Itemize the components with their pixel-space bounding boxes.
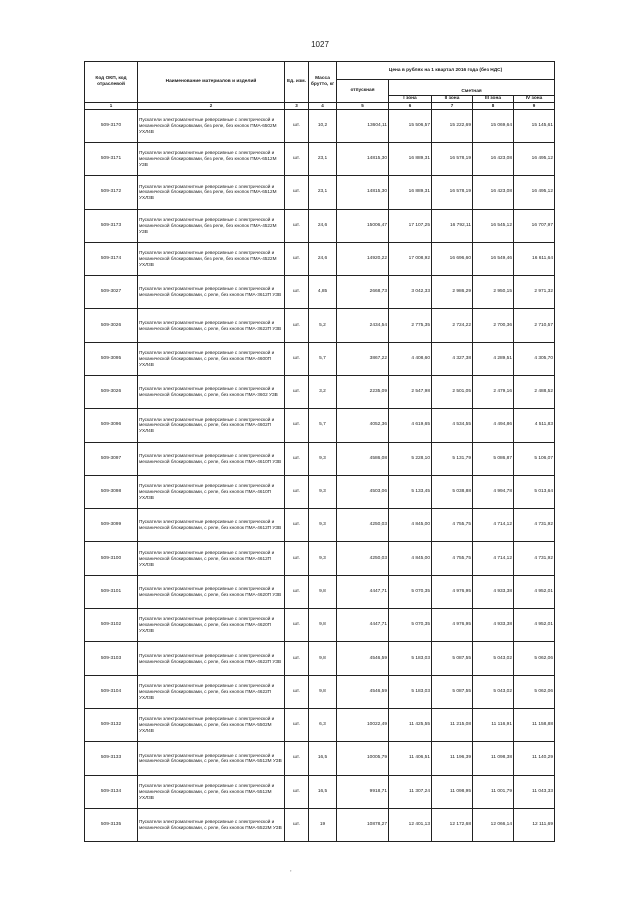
table-row [85, 609, 555, 642]
table-row [85, 142, 555, 175]
row-zone-3-price: 4 933,38 [473, 609, 514, 642]
row-zone-2-price: 16 696,60 [432, 242, 473, 275]
row-zone-4-price: 4 952,01 [514, 609, 555, 642]
row-zone-1-price: 4 845,00 [389, 509, 432, 542]
row-wholesale-price: 2434,54 [337, 309, 389, 342]
row-name: Пускатели электромагнитные реверсивные с электрической и механической блокировками, без реле, без кнопок ПМА-6512М УХЛ3В [138, 176, 285, 209]
row-unit: шт. [285, 209, 309, 242]
row-zone-1-price: 17 107,25 [389, 209, 432, 242]
row-code: 509-3099 [85, 509, 138, 542]
row-unit: шт. [285, 109, 309, 142]
row-zone-1-price: 3 042,33 [389, 276, 432, 309]
row-zone-2-price: 11 196,39 [432, 742, 473, 775]
row-mass: 10,2 [309, 109, 337, 142]
row-wholesale-price: 15006,47 [337, 209, 389, 242]
row-zone-4-price: 5 013,64 [514, 475, 555, 508]
row-zone-1-price: 11 425,55 [389, 708, 432, 741]
row-mass: 23,1 [309, 142, 337, 175]
row-zone-1-price: 11 406,51 [389, 742, 432, 775]
row-zone-2-price: 4 534,55 [432, 409, 473, 442]
column-number: 8 [473, 102, 514, 109]
row-mass: 5,7 [309, 342, 337, 375]
row-unit: шт. [285, 708, 309, 741]
table-row [85, 409, 555, 442]
row-zone-1-price: 11 307,24 [389, 775, 432, 808]
header-estimate: Сметная [389, 88, 555, 96]
row-wholesale-price: 3867,22 [337, 342, 389, 375]
row-name: Пускатели электромагнитные реверсивные с электрической и механической блокировками, с реле, без кнопок ПМА-4600П УХЛ4В [138, 342, 285, 375]
row-wholesale-price: 4447,71 [337, 609, 389, 642]
row-code: 509-3026 [85, 375, 138, 408]
row-unit: шт. [285, 808, 309, 841]
row-zone-1-price: 2 775,35 [389, 309, 432, 342]
row-zone-3-price: 15 069,64 [473, 109, 514, 142]
row-zone-4-price: 2 971,32 [514, 276, 555, 309]
row-wholesale-price: 4250,03 [337, 542, 389, 575]
row-code: 509-3026 [85, 309, 138, 342]
row-mass: 19 [309, 808, 337, 841]
row-zone-4-price: 4 731,92 [514, 542, 555, 575]
row-zone-1-price: 17 008,92 [389, 242, 432, 275]
row-unit: шт. [285, 276, 309, 309]
row-code: 509-3097 [85, 442, 138, 475]
table-row [85, 808, 555, 841]
scan-mark: , [290, 867, 292, 873]
row-zone-2-price: 11 098,95 [432, 775, 473, 808]
row-zone-2-price: 4 976,95 [432, 609, 473, 642]
row-wholesale-price: 4586,08 [337, 442, 389, 475]
row-code: 509-3096 [85, 409, 138, 442]
row-mass: 4,85 [309, 276, 337, 309]
table-row [85, 309, 555, 342]
table-row [85, 542, 555, 575]
row-zone-4-price: 2 488,52 [514, 375, 555, 408]
row-mass: 16,5 [309, 775, 337, 808]
row-name: Пускатели электромагнитные реверсивные с электрической и механической блокировками, с реле, без кнопок ПМА-4612П УЗВ [138, 509, 285, 542]
row-wholesale-price: 4052,36 [337, 409, 389, 442]
row-zone-2-price: 5 131,79 [432, 442, 473, 475]
row-code: 509-3104 [85, 675, 138, 708]
row-unit: шт. [285, 775, 309, 808]
row-zone-1-price: 5 228,10 [389, 442, 432, 475]
row-mass: 9,3 [309, 475, 337, 508]
row-wholesale-price: 4546,59 [337, 642, 389, 675]
table-row [85, 509, 555, 542]
table-row [85, 708, 555, 741]
row-zone-3-price: 16 545,12 [473, 209, 514, 242]
row-code: 509-3102 [85, 609, 138, 642]
row-zone-4-price: 5 106,07 [514, 442, 555, 475]
row-mass: 9,3 [309, 509, 337, 542]
row-code: 509-3172 [85, 176, 138, 209]
row-zone-2-price: 2 986,29 [432, 276, 473, 309]
column-number-row [85, 102, 555, 109]
row-mass: 5,7 [309, 409, 337, 442]
row-name: Пускатели электромагнитные реверсивные с электрической и механической блокировками, с реле, без кнопок ПМА-5502М УХЛ4В [138, 708, 285, 741]
row-name: Пускатели электромагнитные реверсивные с электрической и механической блокировками, с реле, без кнопок ПМА-4622П УЗВ [138, 642, 285, 675]
row-zone-2-price: 4 976,95 [432, 575, 473, 608]
row-name: Пускатели электромагнитные реверсивные с электрической и механической блокировками, без реле, без кнопок ПМА-6512М УЗВ [138, 142, 285, 175]
row-zone-4-price: 4 731,92 [514, 509, 555, 542]
header-zone-4: IV зона [514, 96, 555, 103]
row-zone-3-price: 4 494,86 [473, 409, 514, 442]
row-wholesale-price: 10005,79 [337, 742, 389, 775]
row-name: Пускатели электромагнитные реверсивные с электрической и механической блокировками, с реле, без кнопок ПМА-3622П УЗВ [138, 309, 285, 342]
row-zone-1-price: 4 408,60 [389, 342, 432, 375]
column-number: 9 [514, 102, 555, 109]
row-mass: 6,3 [309, 708, 337, 741]
row-zone-4-price: 15 145,61 [514, 109, 555, 142]
row-code: 509-3133 [85, 742, 138, 775]
row-code: 509-3170 [85, 109, 138, 142]
row-zone-3-price: 4 933,38 [473, 575, 514, 608]
row-zone-1-price: 5 133,45 [389, 475, 432, 508]
row-zone-3-price: 11 098,38 [473, 742, 514, 775]
column-number: 1 [85, 102, 138, 109]
row-unit: шт. [285, 242, 309, 275]
row-wholesale-price: 4546,59 [337, 675, 389, 708]
row-mass: 9,3 [309, 442, 337, 475]
row-zone-3-price: 11 001,79 [473, 775, 514, 808]
row-unit: шт. [285, 309, 309, 342]
row-zone-4-price: 4 952,01 [514, 575, 555, 608]
row-zone-2-price: 15 222,69 [432, 109, 473, 142]
row-zone-3-price: 4 289,51 [473, 342, 514, 375]
price-table [84, 61, 555, 842]
table-row [85, 475, 555, 508]
column-number: 2 [138, 102, 285, 109]
row-zone-4-price: 5 062,06 [514, 675, 555, 708]
row-name: Пускатели электромагнитные реверсивные с электрической и механической блокировками, с реле, без кнопок ПМА-3602 УЗВ [138, 375, 285, 408]
row-zone-4-price: 11 158,88 [514, 708, 555, 741]
row-code: 509-3098 [85, 475, 138, 508]
row-zone-1-price: 16 889,31 [389, 176, 432, 209]
row-zone-4-price: 16 707,97 [514, 209, 555, 242]
row-zone-4-price: 11 043,33 [514, 775, 555, 808]
row-unit: шт. [285, 475, 309, 508]
column-number: 5 [337, 102, 389, 109]
row-wholesale-price: 14815,30 [337, 142, 389, 175]
row-zone-3-price: 5 043,02 [473, 675, 514, 708]
row-zone-3-price: 16 423,08 [473, 176, 514, 209]
row-name: Пускатели электромагнитные реверсивные с электрической и механической блокировками, с реле, без кнопок ПМА-3612П УЗВ [138, 276, 285, 309]
row-name: Пускатели электромагнитные реверсивные с электрической и механической блокировками, с реле, без кнопок ПМА-4622П УХЛ3В [138, 675, 285, 708]
row-zone-3-price: 2 479,16 [473, 375, 514, 408]
row-name: Пускатели электромагнитные реверсивные с электрической и механической блокировками, с реле, без кнопок ПМА-5512М УЗВ [138, 742, 285, 775]
row-zone-2-price: 5 087,55 [432, 642, 473, 675]
row-unit: шт. [285, 409, 309, 442]
row-unit: шт. [285, 142, 309, 175]
row-unit: шт. [285, 442, 309, 475]
row-name: Пускатели электромагнитные реверсивные с электрической и механической блокировками, с реле, без кнопок ПМА-5522М УЗВ [138, 808, 285, 841]
header-code: Код ОКП, код отраслевой [85, 62, 138, 103]
row-wholesale-price: 14920,22 [337, 242, 389, 275]
row-mass: 9,8 [309, 642, 337, 675]
row-zone-1-price: 15 506,57 [389, 109, 432, 142]
row-mass: 24,6 [309, 242, 337, 275]
row-zone-2-price: 16 578,19 [432, 142, 473, 175]
row-mass: 9,3 [309, 542, 337, 575]
row-mass: 23,1 [309, 176, 337, 209]
row-name: Пускатели электромагнитные реверсивные с электрической и механической блокировками, с реле, без кнопок ПМА-4610П УЗВ [138, 442, 285, 475]
row-zone-2-price: 5 087,55 [432, 675, 473, 708]
header-estimate-spacer [389, 80, 555, 89]
row-code: 509-3101 [85, 575, 138, 608]
row-code: 509-3134 [85, 775, 138, 808]
row-zone-2-price: 4 755,75 [432, 542, 473, 575]
row-unit: шт. [285, 342, 309, 375]
row-zone-4-price: 5 062,06 [514, 642, 555, 675]
row-unit: шт. [285, 675, 309, 708]
row-code: 509-3171 [85, 142, 138, 175]
row-name: Пускатели электромагнитные реверсивные с электрической и механической блокировками, с реле, без кнопок ПМА-5512М УХЛ3В [138, 775, 285, 808]
row-name: Пускатели электромагнитные реверсивные с электрической и механической блокировками, с реле, без кнопок ПМА-4602П УХЛ4В [138, 409, 285, 442]
row-wholesale-price: 2235,09 [337, 375, 389, 408]
header-name: Наименование материалов и изделий [138, 62, 285, 103]
row-unit: шт. [285, 542, 309, 575]
row-zone-3-price: 12 066,14 [473, 808, 514, 841]
row-wholesale-price: 4447,71 [337, 575, 389, 608]
row-mass: 9,8 [309, 575, 337, 608]
row-unit: шт. [285, 742, 309, 775]
row-wholesale-price: 13604,11 [337, 109, 389, 142]
header-zone-2: II зона [432, 96, 473, 103]
row-zone-3-price: 11 116,91 [473, 708, 514, 741]
row-code: 509-3132 [85, 708, 138, 741]
row-name: Пускатели электромагнитные реверсивные с электрической и механической блокировками, без реле, без кнопок ПМА-4522М УХЛ3В [138, 242, 285, 275]
row-code: 509-3103 [85, 642, 138, 675]
table-row [85, 109, 555, 142]
row-mass: 24,6 [309, 209, 337, 242]
row-zone-3-price: 16 423,08 [473, 142, 514, 175]
row-wholesale-price: 4503,06 [337, 475, 389, 508]
row-name: Пускатели электромагнитные реверсивные с электрической и механической блокировками, с реле, без кнопок ПМА-4620П УХЛ3В [138, 609, 285, 642]
header-wholesale: отпускная [337, 80, 389, 103]
row-zone-1-price: 12 401,13 [389, 808, 432, 841]
row-wholesale-price: 10878,27 [337, 808, 389, 841]
row-zone-1-price: 5 183,03 [389, 675, 432, 708]
row-zone-3-price: 5 086,87 [473, 442, 514, 475]
row-mass: 9,8 [309, 609, 337, 642]
table-row [85, 575, 555, 608]
row-unit: шт. [285, 375, 309, 408]
row-zone-3-price: 2 950,15 [473, 276, 514, 309]
table-row [85, 642, 555, 675]
row-zone-2-price: 2 724,22 [432, 309, 473, 342]
table-body [85, 109, 555, 842]
row-zone-3-price: 4 714,12 [473, 509, 514, 542]
row-mass: 16,5 [309, 742, 337, 775]
row-zone-3-price: 5 043,02 [473, 642, 514, 675]
row-wholesale-price: 2668,73 [337, 276, 389, 309]
page-number: 1027 [311, 40, 329, 49]
row-name: Пускатели электромагнитные реверсивные с электрической и механической блокировками, без реле, без кнопок ПМА-4522М УЗВ [138, 209, 285, 242]
row-zone-4-price: 16 495,12 [514, 176, 555, 209]
row-zone-2-price: 16 792,11 [432, 209, 473, 242]
row-code: 509-3027 [85, 276, 138, 309]
row-zone-3-price: 16 549,46 [473, 242, 514, 275]
table-row [85, 742, 555, 775]
row-wholesale-price: 14815,30 [337, 176, 389, 209]
row-zone-4-price: 4 511,83 [514, 409, 555, 442]
row-name: Пускатели электромагнитные реверсивные с электрической и механической блокировками, без реле, без кнопок ПМА-6502М УХЛ4В [138, 109, 285, 142]
row-zone-1-price: 5 070,35 [389, 575, 432, 608]
table-row [85, 775, 555, 808]
row-mass: 9,8 [309, 675, 337, 708]
table-row [85, 209, 555, 242]
row-wholesale-price: 10022,49 [337, 708, 389, 741]
row-zone-4-price: 16 611,64 [514, 242, 555, 275]
row-code: 509-3135 [85, 808, 138, 841]
header-zone-1: I зона [389, 96, 432, 103]
table-row [85, 176, 555, 209]
row-zone-1-price: 5 070,35 [389, 609, 432, 642]
row-unit: шт. [285, 575, 309, 608]
table-row [85, 276, 555, 309]
row-code: 509-3095 [85, 342, 138, 375]
row-mass: 5,2 [309, 309, 337, 342]
row-unit: шт. [285, 609, 309, 642]
row-unit: шт. [285, 176, 309, 209]
row-unit: шт. [285, 642, 309, 675]
table-row [85, 442, 555, 475]
table-row [85, 375, 555, 408]
row-code: 509-3100 [85, 542, 138, 575]
row-zone-1-price: 4 845,00 [389, 542, 432, 575]
row-zone-3-price: 4 714,12 [473, 542, 514, 575]
row-wholesale-price: 9918,71 [337, 775, 389, 808]
row-zone-4-price: 4 305,70 [514, 342, 555, 375]
row-zone-2-price: 2 501,05 [432, 375, 473, 408]
row-zone-1-price: 2 547,98 [389, 375, 432, 408]
row-zone-2-price: 11 215,08 [432, 708, 473, 741]
row-zone-2-price: 12 172,68 [432, 808, 473, 841]
row-zone-4-price: 2 710,57 [514, 309, 555, 342]
column-number: 3 [285, 102, 309, 109]
row-zone-2-price: 4 327,38 [432, 342, 473, 375]
row-zone-2-price: 4 755,75 [432, 509, 473, 542]
table-row [85, 342, 555, 375]
row-code: 509-3174 [85, 242, 138, 275]
row-zone-1-price: 16 889,31 [389, 142, 432, 175]
header-zone-3: III зона [473, 96, 514, 103]
row-code: 509-3173 [85, 209, 138, 242]
row-zone-2-price: 5 038,88 [432, 475, 473, 508]
row-zone-3-price: 2 700,36 [473, 309, 514, 342]
row-zone-2-price: 16 578,19 [432, 176, 473, 209]
row-mass: 3,2 [309, 375, 337, 408]
header-mass: Масса брутто, кг [309, 62, 337, 103]
row-name: Пускатели электромагнитные реверсивные с электрической и механической блокировками, с реле, без кнопок ПМА-4610П УХЛ3В [138, 475, 285, 508]
column-number: 7 [432, 102, 473, 109]
column-number: 4 [309, 102, 337, 109]
row-zone-4-price: 11 140,29 [514, 742, 555, 775]
row-name: Пускатели электромагнитные реверсивные с электрической и механической блокировками, с реле, без кнопок ПМА-4612П УХЛ3В [138, 542, 285, 575]
column-number: 6 [389, 102, 432, 109]
header-unit: Ед. изм. [285, 62, 309, 103]
row-zone-4-price: 16 495,12 [514, 142, 555, 175]
header-price-group: Цена в рублях на 1 квартал 2016 года (без НДС) [337, 62, 555, 80]
row-wholesale-price: 4250,03 [337, 509, 389, 542]
row-zone-1-price: 4 619,65 [389, 409, 432, 442]
row-name: Пускатели электромагнитные реверсивные с электрической и механической блокировками, с реле, без кнопок ПМА-4620П УЗВ [138, 575, 285, 608]
table-row [85, 675, 555, 708]
table-row [85, 242, 555, 275]
row-zone-4-price: 12 111,69 [514, 808, 555, 841]
row-unit: шт. [285, 509, 309, 542]
row-zone-3-price: 4 994,78 [473, 475, 514, 508]
row-zone-1-price: 5 183,03 [389, 642, 432, 675]
